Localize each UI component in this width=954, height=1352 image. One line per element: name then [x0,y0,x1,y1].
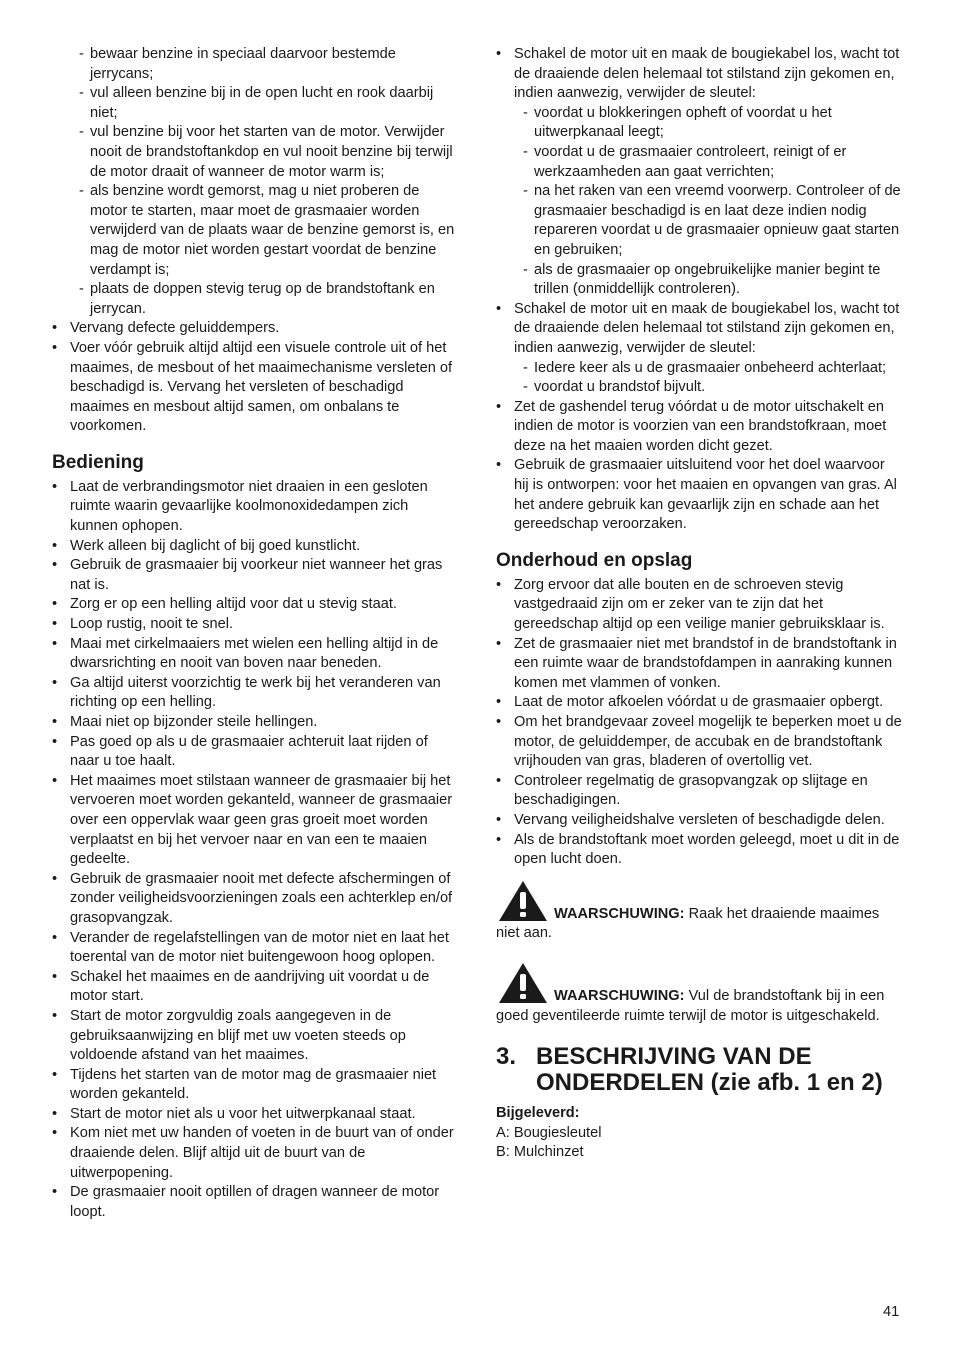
list-item: • Zorg ervoor dat alle bouten en de schroeven stevig vastgedraaid zijn om er zeker van te zijn dat het gereedschap altijd op een veilige manier gebruiksklaar is. [496,576,902,635]
list-item: • Verander de regelafstellingen van de motor niet en laat het toerental van de motor niet buitengewoon hoog oplopen. [52,929,456,968]
list-item [496,300,902,398]
list-item: • Als de brandstoftank moet worden geleegd, moet u dit in de open lucht doen. [496,831,902,870]
list-item: • Kom niet met uw handen of voeten in de buurt van of onder draaiende delen. Blijf altijd uit de buurt van de uitwerpopening. [52,1124,456,1183]
list-item: • Vervang veiligheidshalve versleten of beschadigde delen. [496,811,902,831]
list-item: - voordat u brandstof bijvult. [516,378,902,398]
heading-bediening: Bediening [52,451,144,473]
list-item: • Het maaimes moet stilstaan wanneer de grasmaaier bij het vervoeren moet worden gekanteld, wanneer de grasmaaier over een oppervlak waar geen gras groeit moet worden verplaatst en bij het vervoer naar en van een te maaien gedeelte. [52,772,456,870]
heading-onderhoud: Onderhoud en opslag [496,549,693,571]
warning-triangle-icon [498,962,548,1004]
list-item: • Ga altijd uiterst voorzichtig te werk bij het veranderen van richting op een helling. [52,674,456,713]
left-column [52,45,456,1222]
warning-block [496,962,902,1026]
list-item: - Iedere keer als u de grasmaaier onbeheerd achterlaat; [516,359,902,379]
warning-text: Raak het draaiende maaimes niet aan. [496,905,880,942]
list-item: • Loop rustig, nooit te snel. [52,615,456,635]
list-item: - na het raken van een vreemd voorwerp. Controleer of de grasmaaier beschadigd is en laat deze indien nodig repareren voordat u de grasmaaier opnieuw gaat starten en gebruiken; [516,182,902,260]
warning-label: WAARSCHUWING: [554,987,685,1004]
list-item [496,45,902,300]
section-title-text: BESCHRIJVING VAN DE ONDERDELEN (zie afb. 1 en 2) [536,1043,883,1097]
sub-list [516,359,902,398]
list-item: • Vervang defecte geluiddempers. [52,319,456,339]
list-item: - als de grasmaaier op ongebruikelijke manier begint te trillen (onmiddellijk controleren). [516,261,902,300]
page-number: 41 [883,1304,900,1320]
list-item: • Zet de grasmaaier niet met brandstof in de brandstoftank in een ruimte waar de brandstofdampen in aanraking kunnen komen met vlammen of vonken. [496,635,902,694]
list-item: - voordat u de grasmaaier controleert, reinigt of er werkzaamheden aan gaat verrichten; [516,143,902,182]
list-item: • Werk alleen bij daglicht of bij goed kunstlicht. [52,537,456,557]
list-item: • Maai met cirkelmaaiers met wielen een helling altijd in de dwarsrichting en nooit van boven naar beneden. [52,635,456,674]
list-item: - als benzine wordt gemorst, mag u niet proberen de motor te starten, maar moet de grasmaaier worden verwijderd van de plaats waar de benzine gemorst is, en mag de motor niet worden gestart voordat de benzine verdampt is; [72,182,456,280]
operation-list [52,478,456,1223]
list-item: • Laat de motor afkoelen vóórdat u de grasmaaier opbergt. [496,693,902,713]
list-item: • Controleer regelmatig de grasopvangzak op slijtage en beschadigingen. [496,772,902,811]
list-item: • Gebruik de grasmaaier bij voorkeur niet wanneer het gras nat is. [52,556,456,595]
sub-list [516,104,902,300]
list-item: - vul benzine bij voor het starten van de motor. Verwijder nooit de brandstoftankdop en vul nooit benzine bij terwijl de motor draait of wanneer de motor warm is; [72,123,456,182]
list-item: • Start de motor niet als u voor het uitwerpkanaal staat. [52,1105,456,1125]
supplied-item: A: Bougiesleutel [496,1124,602,1141]
list-item: • De grasmaaier nooit optillen of dragen wanneer de motor loopt. [52,1183,456,1222]
list-item: - voordat u blokkeringen opheft of voordat u het uitwerpkanaal leegt; [516,104,902,143]
section-number: 3. [496,1043,517,1071]
list-item: - vul alleen benzine bij in de open lucht en rook daarbij niet; [72,84,456,123]
list-item: • Om het brandgevaar zoveel mogelijk te beperken moet u de motor, de geluiddemper, de accubak en de brandstoftank vrijhouden van gras, bladeren of overtollig vet. [496,713,902,772]
warning-triangle-icon [498,880,548,922]
fuel-safety-list [52,45,456,319]
list-item: • Zorg er op een helling altijd voor dat u stevig staat. [52,595,456,615]
warning-block [496,880,902,944]
list-item: • Voer vóór gebruik altijd altijd een visuele controle uit of het maaimes, de mesbout of het maaimechanisme versleten of beschadigd is. Vervang het versleten of beschadigd maaimes en mesbout altijd samen, om onbalans te voorkomen. [52,339,456,437]
list-item: • Zet de gashendel terug vóórdat u de motor uitschakelt en indien de motor is voorzien van een brandstofkraan, moet deze na het maaien worden dicht gezet. [496,398,902,457]
list-item: • Maai niet op bijzonder steile hellingen. [52,713,456,733]
list-item: • Pas goed op als u de grasmaaier achteruit laat rijden of naar u toe haalt. [52,733,456,772]
list-item-text: Schakel de motor uit en maak de bougiekabel los, wacht tot de draaiende delen helemaal tot stilstand zijn gekomen en, indien aanwezig, verwijder de sleutel: [514,46,900,102]
shutdown-list [496,45,902,535]
list-item: • Gebruik de grasmaaier uitsluitend voor het doel waarvoor hij is ontworpen: voor het maaien en opvangen van gras. Al het andere gebruik kan gevaarlijk zijn en schade aan het gereedschap veroorzaken. [496,456,902,534]
list-item: - plaats de doppen stevig terug op de brandstoftank en jerrycan. [72,280,456,319]
supplied-label: Bijgeleverd: [496,1105,580,1122]
list-item: • Laat de verbrandingsmotor niet draaien in een gesloten ruimte waarin gevaarlijke koolmonoxidedampen zich kunnen ophopen. [52,478,456,537]
supplied-item: B: Mulchinzet [496,1144,584,1161]
list-item-text: Schakel de motor uit en maak de bougiekabel los, wacht tot de draaiende delen helemaal tot stilstand zijn gekomen en, indien aanwezig, verwijder de sleutel: [514,300,900,356]
list-item: • Start de motor zorgvuldig zoals aangegeven in de gebruiksaanwijzing en blijf met uw voeten steeds op voldoende afstand van het maaimes. [52,1007,456,1066]
maintenance-check-list [52,319,456,437]
list-item: • Tijdens het starten van de motor mag de grasmaaier niet worden gekanteld. [52,1066,456,1105]
section-title [496,1044,902,1096]
right-column [496,45,902,1163]
list-item: • Gebruik de grasmaaier nooit met defecte afschermingen of zonder veiligheidsvoorzieningen zoals een achterklep en/of grasopvangzak. [52,870,456,929]
warning-text: Vul de brandstoftank bij in een goed geventileerde ruimte terwijl de motor is uitgeschakeld. [496,987,885,1024]
warning-label: WAARSCHUWING: [554,905,685,922]
maintenance-list [496,576,902,870]
list-item: - bewaar benzine in speciaal daarvoor bestemde jerrycans; [72,45,456,84]
list-item: • Schakel het maaimes en de aandrijving uit voordat u de motor start. [52,968,456,1007]
